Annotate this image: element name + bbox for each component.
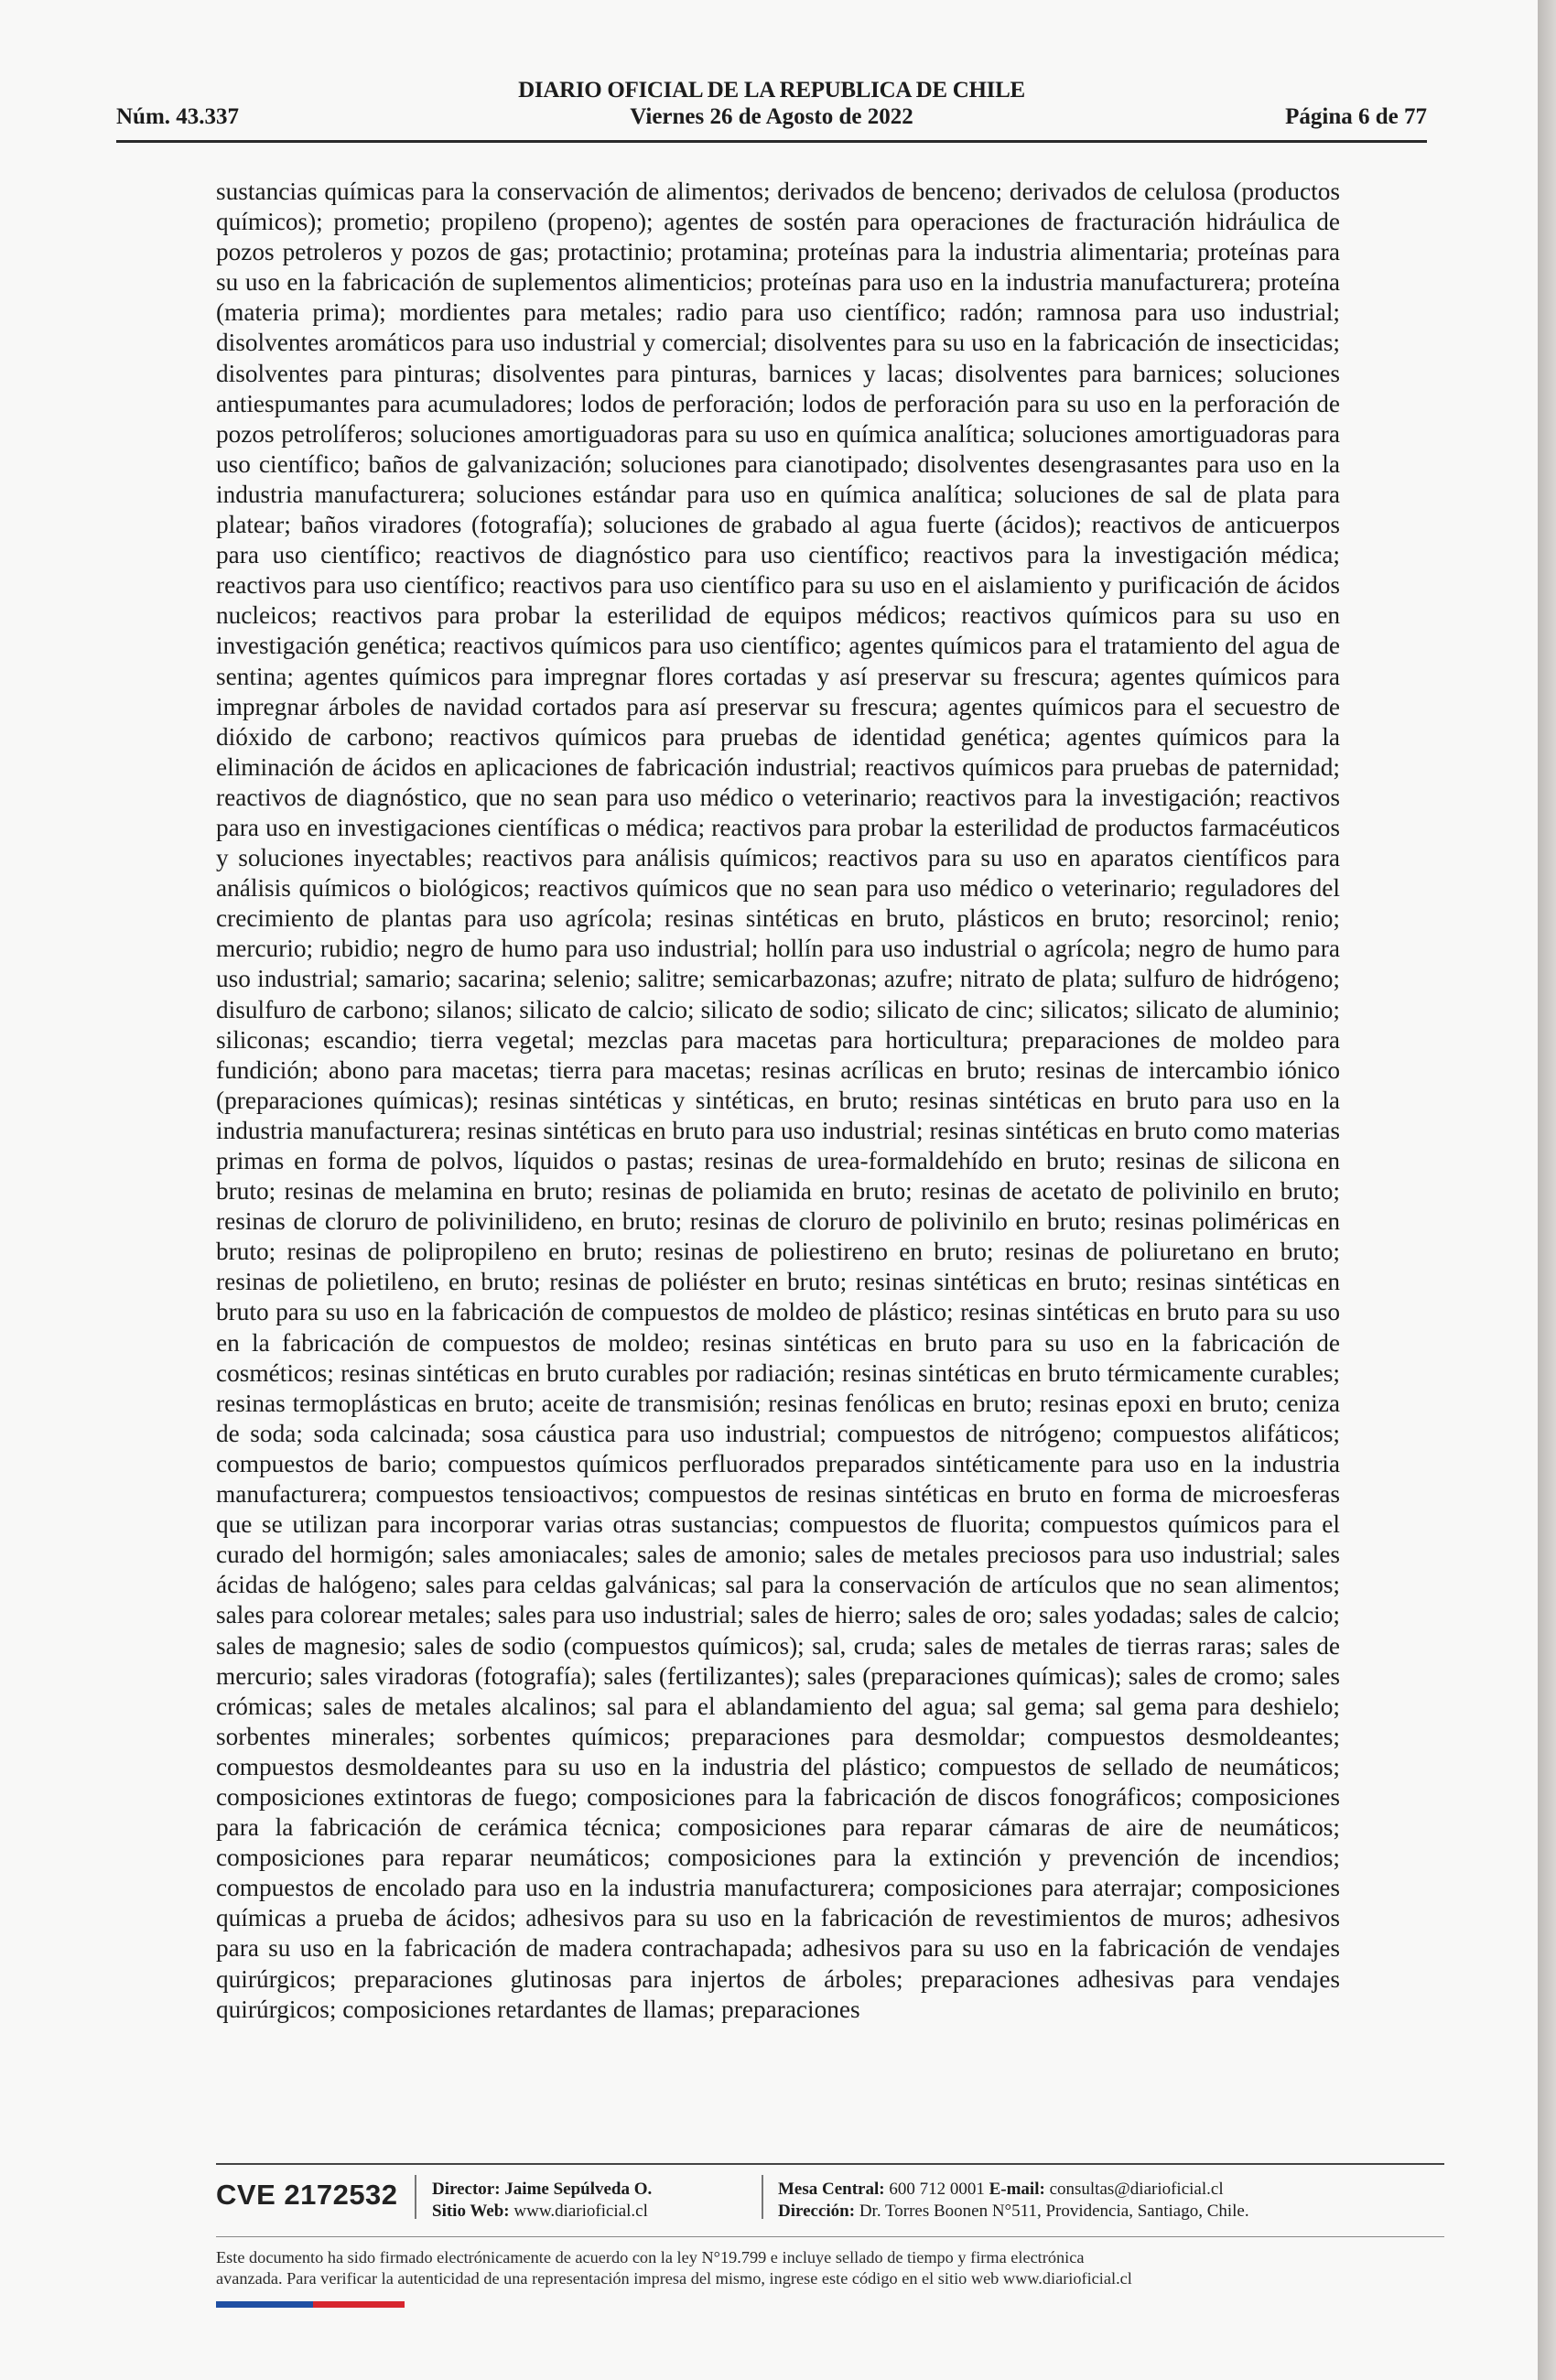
address-value: Dr. Torres Boonen N°511, Providencia, Santiago, Chile. — [859, 2202, 1249, 2221]
director-name: Jaime Sepúlveda O. — [504, 2180, 653, 2199]
director-label: Director: — [432, 2180, 501, 2199]
cve-code: CVE 2172532 — [216, 2179, 398, 2211]
footer-separator — [762, 2175, 763, 2219]
flag-stripe — [216, 2301, 405, 2308]
footer-divider — [216, 2163, 1444, 2165]
email-link[interactable]: consultas@diarioficial.cl — [1049, 2180, 1224, 2199]
header-divider — [116, 140, 1427, 143]
address-label: Dirección: — [778, 2202, 856, 2221]
legal-notice — [216, 2247, 1444, 2289]
legal-line: avanzada. Para verificar la autenticidad de una representación impresa del mismo, ingrese este código en el sitio web www.diarioficial.cl — [216, 2269, 1132, 2288]
website-label: Sitio Web: — [432, 2202, 510, 2221]
address-line — [778, 2201, 1249, 2223]
email-label: E-mail: — [989, 2180, 1045, 2199]
footer-contact-block — [778, 2179, 1249, 2223]
legal-divider — [216, 2236, 1444, 2237]
phone-label: Mesa Central: — [778, 2180, 885, 2199]
flag-blue-stripe — [216, 2301, 313, 2308]
footer-director-block — [432, 2179, 652, 2223]
phone-line — [778, 2179, 1249, 2201]
page-edge-shadow — [1538, 0, 1556, 2380]
phone-value: 600 712 0001 — [889, 2180, 985, 2199]
website-line — [432, 2201, 652, 2223]
flag-red-stripe — [313, 2301, 405, 2308]
footer-separator — [415, 2175, 416, 2219]
issue-date: Viernes 26 de Agosto de 2022 — [630, 104, 913, 129]
issue-number: Núm. 43.337 — [116, 104, 240, 129]
website-link[interactable]: www.diarioficial.cl — [513, 2202, 648, 2221]
page-number: Página 6 de 77 — [1285, 104, 1427, 129]
page-header — [116, 73, 1427, 146]
director-line — [432, 2179, 652, 2201]
body-paragraph: sustancias químicas para la conservación de alimentos; derivados de benceno; derivados de celulosa (productos químicos); prometio; propileno (propeno); agentes de sostén para operaciones de fracturación hidráulica de pozos petroleros y pozos de gas; protactinio; protamina; proteínas para la industria alimentaria; proteínas para su uso en la fabricación de suplementos alimenticios; proteínas para uso en la industria manufacturera; proteína (materia prima); mordientes para metales; radio para uso científico; radón; ramnosa para uso industrial; disolventes aromáticos para uso industrial y comercial; disolventes para su uso en la fabricación de insecticidas; disolventes para pinturas; disolventes para pinturas, barnices y lacas; disolventes para barnices; soluciones antiespumantes para acumuladores; lodos de perforación; lodos de perforación para su uso en la perforación de pozos petrolíferos; soluciones amortiguadoras para su uso en química analítica; soluciones amortiguadoras para uso científico; baños de galvanización; soluciones para cianotipado; disolventes desengrasantes para uso en la industria manufacturera; soluciones estándar para uso en química analítica; soluciones de sal de plata para platear; baños viradores (fotografía); soluciones de grabado al agua fuerte (ácidos); reactivos de anticuerpos para uso científico; reactivos de diagnóstico para uso científico; reactivos para la investigación médica; reactivos para uso científico; reactivos para uso científico para su uso en el aislamiento y purificación de ácidos nucleicos; reactivos para probar la esterilidad de equipos médicos; reactivos químicos para su uso en investigación genética; reactivos químicos para uso científico; agentes químicos para el tratamiento del agua de sentina; agentes químicos para impregnar flores cortadas y así preservar su frescura; agentes químicos para impregnar árboles de navidad cortados para así preservar su frescura; agentes químicos para el secuestro de dióxido de carbono; reactivos químicos para pruebas de identidad genética; agentes químicos para la eliminación de ácidos en aplicaciones de fabricación industrial; reactivos químicos para pruebas de paternidad; reactivos de diagnóstico, que no sean para uso médico o veterinario; reactivos para la investigación; reactivos para uso en investigaciones científicas o médica; reactivos para probar la esterilidad de productos farmacéuticos y soluciones inyectables; reactivos para análisis químicos; reactivos para su uso en aparatos científicos para análisis químicos o biológicos; reactivos químicos que no sean para uso médico o veterinario; reguladores del crecimiento de plantas para uso agrícola; resinas sintéticas en bruto, plásticos en bruto; resorcinol; renio; mercurio; rubidio; negro de humo para uso industrial; hollín para uso industrial o agrícola; negro de humo para uso industrial; samario; sacarina; selenio; salitre; semicarbazonas; azufre; nitrato de plata; sulfuro de hidrógeno; disulfuro de carbono; silanos; silicato de calcio; silicato de sodio; silicato de cinc; silicatos; silicato de aluminio; siliconas; escandio; tierra vegetal; mezclas para macetas para horticultura; preparaciones de moldeo para fundición; abono para macetas; tierra para macetas; resinas acrílicas en bruto; resinas de intercambio iónico (preparaciones químicas); resinas sintéticas y sintéticas, en bruto; resinas sintéticas en bruto para uso en la industria manufacturera; resinas sintéticas en bruto para uso industrial; resinas sintéticas en bruto como materias primas en forma de polvos, líquidos o pastas; resinas de urea-formaldehído en bruto; resinas de silicona en bruto; resinas de melamina en bruto; resinas de poliamida en bruto; resinas de acetato de polivinilo en bruto; resinas de cloruro de polivinilideno, en bruto; resinas de cloruro de polivinilo en bruto; resinas poliméricas en bruto; resinas de polipropileno en bruto; resinas de poliestireno en bruto; resinas de poliuretano en bruto; resinas de polietileno, en bruto; resinas de poliéster en bruto; resinas sintéticas en bruto; resinas sintéticas en bruto para su uso en la fabricación de compuestos de moldeo de plástico; resinas sintéticas en bruto para su uso en la fabricación de compuestos de moldeo; resinas sintéticas en bruto para su uso en la fabricación de cosméticos; resinas sintéticas en bruto curables por radiación; resinas sintéticas en bruto térmicamente curables; resinas termoplásticas en bruto; aceite de transmisión; resinas fenólicas en bruto; resinas epoxi en bruto; ceniza de soda; soda calcinada; sosa cáustica para uso industrial; compuestos de nitrógeno; compuestos alifáticos; compuestos de bario; compuestos químicos perfluorados preparados sintéticamente para uso en la industria manufacturera; compuestos tensioactivos; compuestos de resinas sintéticas en bruto en forma de microesferas que se utilizan para incorporar varias otras sustancias; compuestos de fluorita; compuestos químicos para el curado del hormigón; sales amoniacales; sales de amonio; sales de metales preciosos para uso industrial; sales ácidas de halógeno; sales para celdas galvánicas; sal para la conservación de artículos que no sean alimentos; sales para colorear metales; sales para uso industrial; sales de hierro; sales de oro; sales yodadas; sales de calcio; sales de magnesio; sales de sodio (compuestos químicos); sal, cruda; sales de metales de tierras raras; sales de mercurio; sales viradoras (fotografía); sales (fertilizantes); sales (preparaciones químicas); sales de cromo; sales crómicas; sales de metales alcalinos; sal para el ablandamiento del agua; sal gema; sal gema para deshielo; sorbentes minerales; sorbentes químicos; preparaciones para desmoldar; compuestos desmoldeantes; compuestos desmoldeantes para su uso en la industria del plástico; compuestos de sellado de neumáticos; composiciones extintoras de fuego; composiciones para la fabricación de discos fonográficos; composiciones para la fabricación de cerámica técnica; composiciones para reparar cámaras de aire de neumáticos; composiciones para reparar neumáticos; composiciones para la extinción y prevención de incendios; compuestos de encolado para uso en la industria manufacturera; composiciones para aterrajar; composiciones químicas a prueba de ácidos; adhesivos para su uso en la fabricación de revestimientos de muros; adhesivos para su uso en la fabricación de madera contrachapada; adhesivos para su uso en la fabricación de vendajes quirúrgicos; preparaciones glutinosas para injertos de árboles; preparaciones adhesivas para vendajes quirúrgicos; composiciones retardantes de llamas; preparaciones — [216, 178, 1340, 2023]
newspaper-title: DIARIO OFICIAL DE LA REPUBLICA DE CHILE — [518, 78, 1025, 103]
legal-line: Este documento ha sido firmado electrónicamente de acuerdo con la ley N°19.799 e incluye sellado de tiempo y firma electrónica — [216, 2248, 1085, 2266]
